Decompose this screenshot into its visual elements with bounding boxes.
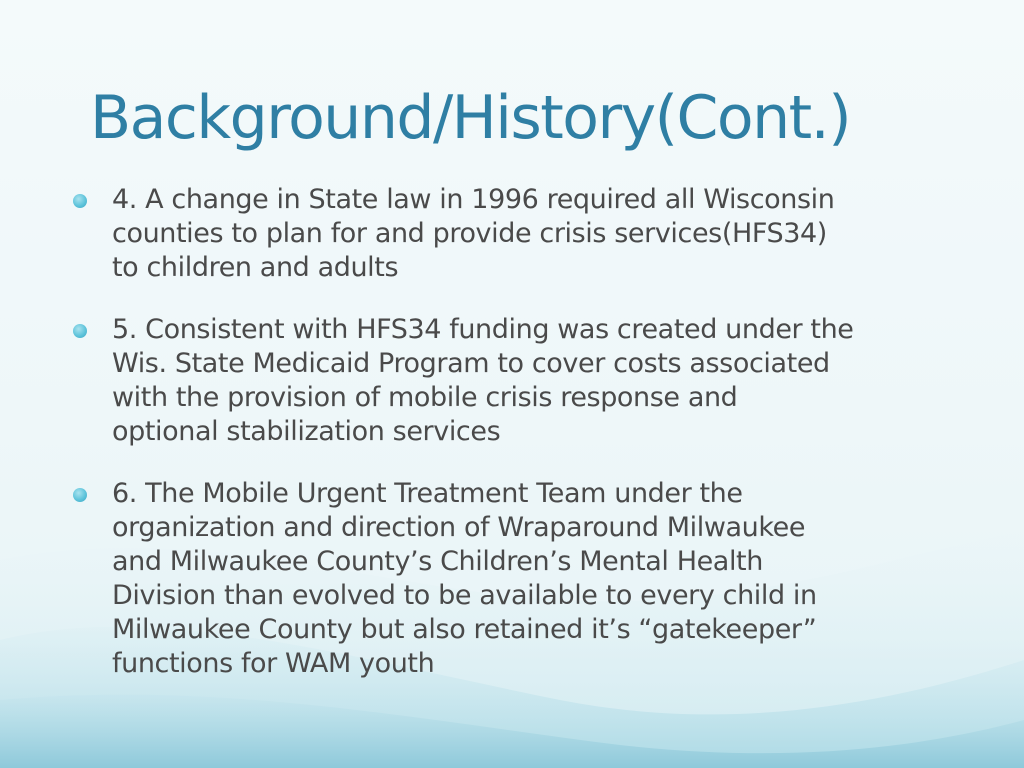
slide-title: Background/History(Cont.)	[90, 83, 851, 153]
bullet-line: with the provision of mobile crisis response and	[112, 382, 738, 413]
bullet-line: counties to plan for and provide crisis services(HFS34)	[112, 218, 827, 249]
bullet-line: Wis. State Medicaid Program to cover costs associated	[112, 348, 830, 379]
bullet-item-5	[72, 313, 972, 449]
bullet-line: 6. The Mobile Urgent Treatment Team under the	[112, 478, 743, 509]
bullet-line: organization and direction of Wraparound Milwaukee	[112, 512, 806, 543]
bullet-item-4	[72, 183, 972, 285]
bullet-line: functions for WAM youth	[112, 648, 435, 679]
bullet-line: 4. A change in State law in 1996 required all Wisconsin	[112, 184, 835, 215]
bullet-line: optional stabilization services	[112, 416, 501, 447]
bullet-dot-icon	[73, 194, 87, 208]
bullet-item-6	[72, 477, 972, 681]
bullet-line: Division than evolved to be available to every child in	[112, 580, 817, 611]
bullet-list	[72, 183, 972, 681]
bullet-line: and Milwaukee County’s Children’s Mental Health	[112, 546, 763, 577]
bullet-line: 5. Consistent with HFS34 funding was created under the	[112, 314, 854, 345]
bullet-line: to children and adults	[112, 252, 399, 283]
bullet-dot-icon	[73, 324, 87, 338]
bullet-line: Milwaukee County but also retained it’s “gatekeeper”	[112, 614, 817, 645]
bullet-dot-icon	[73, 488, 87, 502]
